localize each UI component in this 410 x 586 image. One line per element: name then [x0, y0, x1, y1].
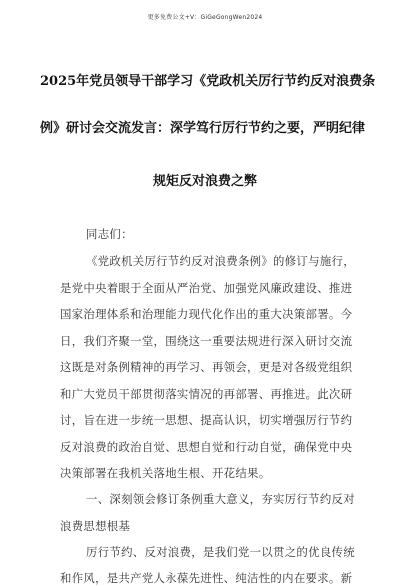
body-line: 讨，旨在进一步统一思想、提高认识，切实增强厉行节约: [60, 413, 353, 427]
body-line: 厉行节约、反对浪费，是我们党一以贯之的优良传统: [86, 545, 355, 559]
section-heading-line-2: 浪费思想根基: [60, 519, 131, 533]
body-line: 和广大党员干部贯彻落实情况的再部署、再推进。此次研: [60, 387, 353, 401]
body-line: 日，我们齐聚一堂，围绕这一重要法规进行深入研讨交流: [60, 334, 353, 348]
greeting: 同志们：: [86, 227, 133, 241]
body-line: 国家治理体系和治理能力现代化作出的重大决策部署。今: [60, 307, 353, 321]
section-heading-line-1: 一、深刻领会修订条例重大意义，夯实厉行节约反对: [86, 492, 355, 506]
body-line: 这既是对条例精神的再学习、再领会，更是对各级党组织: [60, 360, 353, 374]
header-promo-note: 更多免费公文+V：GiGeGongWen2024: [147, 14, 263, 21]
body-line: 决策部署在我机关落地生根、开花结果。: [60, 466, 271, 480]
document-title-line-3: 规矩反对浪费之弊: [152, 174, 257, 189]
body-line: 《党政机关厉行节约反对浪费条例》的修订与施行，: [86, 254, 355, 268]
body-line: 和作风，是共产党人永葆先进性、纯洁性的内在要求。新: [60, 571, 353, 585]
body-line: 反对浪费的政治自觉、思想自觉和行动自觉，确保党中央: [60, 440, 353, 454]
document-title-line-1: 2025年党员领导干部学习《党政机关厉行节约反对浪费条: [40, 74, 376, 89]
body-line: 是党中央着眼于全面从严治党、加强党风廉政建设、推进: [60, 281, 353, 295]
document-title-line-2: 例》研讨会交流发言：深学笃行厉行节约之要，严明纪律: [40, 121, 366, 136]
